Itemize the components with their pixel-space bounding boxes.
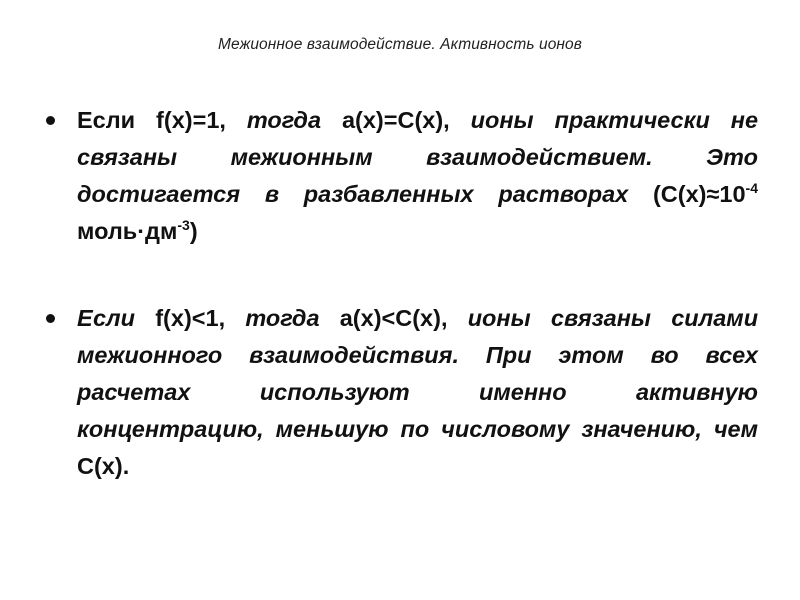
bullet-item-2: [46, 300, 758, 485]
text-then: тогда: [245, 305, 320, 331]
text-body: ионы связаны силами межионного взаимодействия. При этом во всех расчетах используют именно активную концентрацию, меньшую по числовому значению, чем: [77, 305, 759, 442]
bullet-text-2: [77, 300, 758, 485]
text-body: ионы практически не связаны межионным взаимодействием. Это достигается в разбавленных растворах: [77, 107, 759, 207]
formula-activity-equals-concentration: a(x)=C(x),: [341, 107, 450, 133]
bullet-list: [46, 102, 758, 485]
bullet-item-1: [46, 102, 758, 250]
exponent-unit: -3: [177, 217, 190, 233]
bullet-text-1: [77, 102, 758, 250]
formula-activity-coefficient: f(x)<1,: [155, 305, 226, 331]
exponent-concentration: -4: [745, 180, 758, 196]
unit-text: моль·дм: [77, 218, 178, 244]
text-if: Если: [77, 305, 136, 331]
text-then: тогда: [246, 107, 322, 133]
formula-concentration: ($C(x)\approx 10^{-4}$ $моль\cdot дм^{-3}$): [77, 180, 758, 244]
formula-concentration: C(x).: [77, 453, 130, 479]
text-if: Если: [77, 107, 136, 133]
slide-title: Межионное взаимодействие. Активность ионов: [218, 36, 582, 53]
formula-activity-less-than-concentration: a(x)<C(x),: [339, 305, 448, 331]
formula-activity-coefficient: f(x)=1,: [156, 107, 226, 133]
bullet-dot-icon: [46, 314, 55, 323]
bullet-dot-icon: [46, 116, 55, 125]
